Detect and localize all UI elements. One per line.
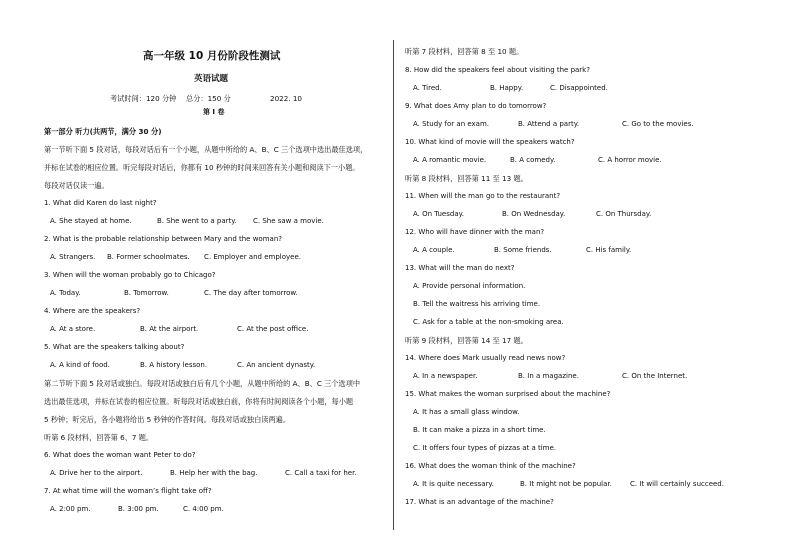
intro-line: 每段对话仅读一遍。 [44, 181, 109, 190]
intro-line: 选出最佳选项，并标在试卷的相应位置。听每段对话或独白前，你将有时间阅读各个小题，每小题 [44, 397, 354, 406]
option-b: B. It might not be popular. [520, 480, 612, 488]
option-a: A. Tired. [413, 84, 442, 92]
option-c: C. It will certainly succeed. [630, 480, 724, 488]
option-a: A. She stayed at home. [50, 217, 132, 225]
option-a: A. A romantic movie. [413, 156, 487, 164]
option-b: B. It can make a pizza in a short time. [413, 426, 546, 434]
question-5: 5. What are the speakers talking about? [44, 343, 185, 351]
option-c: C. A horror movie. [598, 156, 662, 164]
option-c: C. Go to the movies. [622, 120, 694, 128]
exam-subject: 英语试题 [194, 74, 229, 84]
option-a: A. It has a small glass window. [413, 408, 520, 416]
column-divider [393, 40, 394, 530]
option-a: A. Study for an exam. [413, 120, 490, 128]
option-b: B. She went to a party. [157, 217, 237, 225]
option-b: B. On Wednesday. [502, 210, 566, 218]
option-b: B. At the airport. [140, 325, 199, 333]
option-a: A. A kind of food. [50, 361, 110, 369]
option-c: C. On Thursday. [596, 210, 652, 218]
listen-instruction: 听第 6 段材料，回答第 6、7 题。 [44, 433, 154, 442]
option-c: C. An ancient dynasty. [237, 361, 316, 369]
section-title: 第一部分 听力(共两节，满分 30 分) [44, 127, 162, 136]
question-4: 4. Where are the speakers? [44, 307, 141, 315]
intro-line: 第二节听下面 5 段对话或独白。每段对话或独白后有几个小题，从题中所给的 A、B、C 三个选项中 [44, 379, 361, 388]
option-b: B. Tell the waitress his arriving time. [413, 300, 541, 308]
option-c: C. Disappointed. [550, 84, 608, 92]
option-c: C. It offers four types of pizzas at a time. [413, 444, 557, 452]
question-8: 8. How did the speakers feel about visiting the park? [405, 66, 590, 74]
option-b: B. Former schoolmates. [107, 253, 190, 261]
question-11: 11. When will the man go to the restaurant? [405, 192, 561, 200]
exam-title: 高一年级 10 月份阶段性测试 [143, 50, 281, 62]
listen-instruction: 听第 8 段材料，回答第 11 至 13 题。 [405, 174, 528, 183]
option-c: C. On the Internet. [622, 372, 688, 380]
intro-line: 第一节听下面 5 段对话，每段对话后有一个小题，从题中所给的 A、B、C 三个选项中选出最佳选项， [44, 145, 368, 154]
option-a: A. 2:00 pm. [50, 505, 91, 513]
option-c: C. Employer and employee. [204, 253, 301, 261]
option-a: A. Today. [50, 289, 81, 297]
option-b: B. Attend a party. [518, 120, 580, 128]
option-a: A. It is quite necessary. [413, 480, 494, 488]
question-9: 9. What does Amy plan to do tomorrow? [405, 102, 547, 110]
exam-time: 考试时间：120 分钟 [110, 94, 177, 103]
question-17: 17. What is an advantage of the machine? [405, 498, 554, 506]
option-b: B. 3:00 pm. [118, 505, 159, 513]
option-a: A. Strangers. [50, 253, 96, 261]
exam-date: 2022. 10 [270, 94, 303, 103]
question-13: 13. What will the man do next? [405, 264, 515, 272]
option-a: A. Provide personal information. [413, 282, 526, 290]
option-b: B. In a magazine. [518, 372, 579, 380]
option-b: B. A history lesson. [140, 361, 208, 369]
question-6: 6. What does the woman want Peter to do? [44, 451, 196, 459]
question-16: 16. What does the woman think of the machine? [405, 462, 576, 470]
option-a: A. Drive her to the airport. [50, 469, 143, 477]
option-b: B. Happy. [490, 84, 524, 92]
option-a: A. A couple. [413, 246, 455, 254]
option-a: A. At a store. [50, 325, 96, 333]
option-b: B. A comedy. [510, 156, 556, 164]
option-b: B. Help her with the bag. [170, 469, 258, 477]
question-12: 12. Who will have dinner with the man? [405, 228, 545, 236]
listen-instruction: 听第 9 段材料，回答第 14 至 17 题。 [405, 336, 528, 345]
intro-line: 并标在试卷的相应位置。听完每段对话后，你都有 10 秒钟的时间来回答有关小题和阅读下一小题。 [44, 163, 360, 172]
volume-label: 第 I 卷 [203, 108, 225, 116]
option-b: B. Tomorrow. [124, 289, 169, 297]
question-15: 15. What makes the woman surprised about the machine? [405, 390, 611, 398]
option-b: B. Some friends. [494, 246, 552, 254]
option-a: A. On Tuesday. [413, 210, 464, 218]
option-c: C. At the post office. [237, 325, 309, 333]
option-c: C. She saw a movie. [253, 217, 324, 225]
question-2: 2. What is the probable relationship between Mary and the woman? [44, 235, 282, 243]
question-14: 14. Where does Mark usually read news now? [405, 354, 566, 362]
question-3: 3. When will the woman probably go to Chicago? [44, 271, 216, 279]
listen-instruction: 听第 7 段材料，回答第 8 至 10 题。 [405, 47, 524, 56]
exam-score: 总分：150 分 [186, 94, 231, 103]
question-7: 7. At what time will the woman’s flight take off? [44, 487, 212, 495]
option-c: C. 4:00 pm. [183, 505, 224, 513]
intro-line: 5 秒钟；听完后，各小题将给出 5 秒钟的作答时间。每段对话或独白读两遍。 [44, 415, 291, 424]
option-c: C. Call a taxi for her. [285, 469, 357, 477]
option-a: A. In a newspaper. [413, 372, 478, 380]
option-c: C. The day after tomorrow. [204, 289, 298, 297]
question-10: 10. What kind of movie will the speakers watch? [405, 138, 575, 146]
question-1: 1. What did Karen do last night? [44, 199, 157, 207]
option-c: C. His family. [586, 246, 632, 254]
option-c: C. Ask for a table at the non-smoking area. [413, 318, 564, 326]
